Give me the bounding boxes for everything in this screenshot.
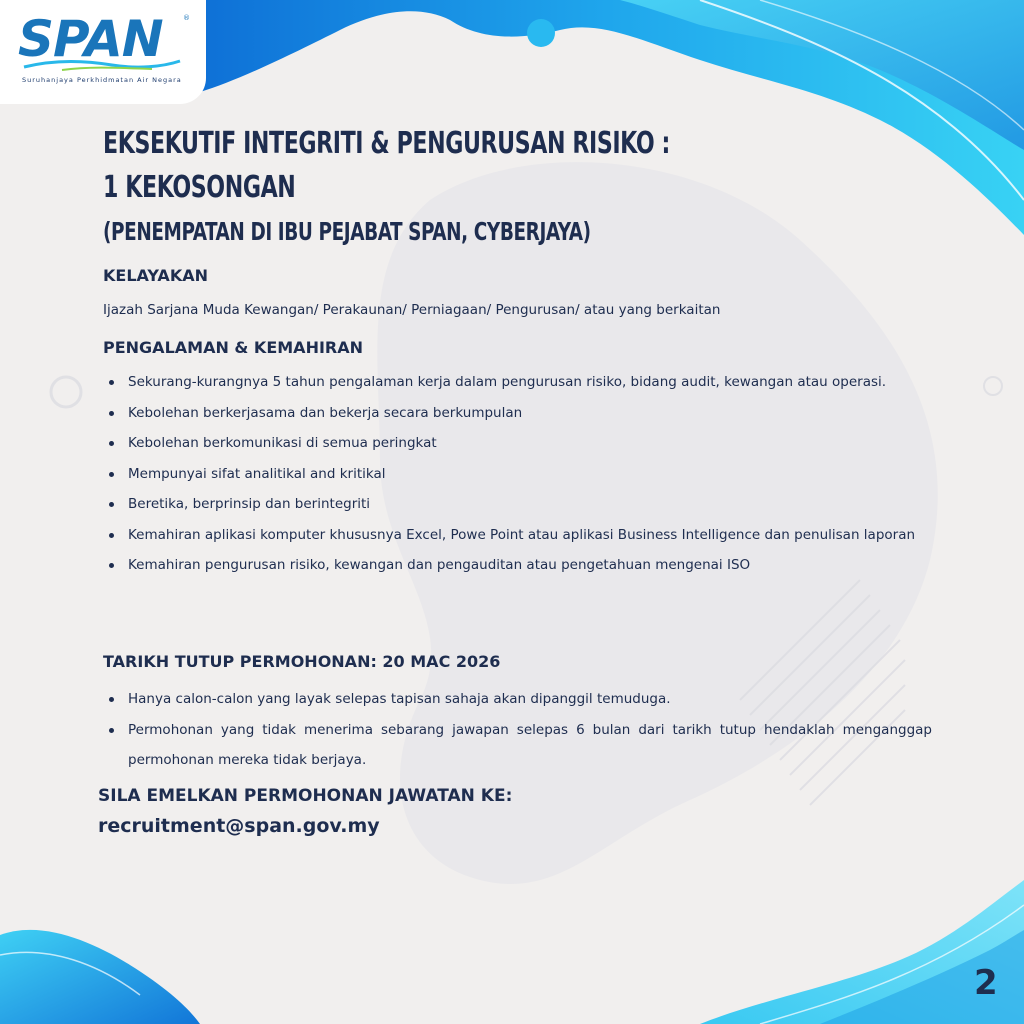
recruitment-email-link[interactable]: recruitment@span.gov.my [98,815,380,837]
list-item: Beretika, berprinsip dan berintegriti [103,489,932,520]
experience-heading: PENGALAMAN & KEMAHIRAN [103,338,363,357]
qualification-text: Ijazah Sarjana Muda Kewangan/ Perakaunan/ Perniagaan/ Pengurusan/ atau yang berkaitan [103,302,721,318]
logo-tagline: Suruhanjaya Perkhidmatan Air Negara [22,76,182,84]
list-item: Kemahiran aplikasi komputer khususnya Excel, Powe Point atau aplikasi Business Intelligence dan penulisan laporan [103,520,932,551]
list-item: Sekurang-kurangnya 5 tahun pengalaman kerja dalam pengurusan risiko, bidang audit, kewangan atau operasi. [103,367,932,398]
bottom-left-wave [0,930,200,1024]
list-item: Mempunyai sifat analitikal and kritikal [103,459,932,490]
list-item: Hanya calon-calon yang layak selepas tapisan sahaja akan dipanggil temuduga. [103,684,932,715]
list-item: Kebolehan berkerjasama dan bekerja secara berkumpulan [103,398,932,429]
apply-heading: SILA EMELKAN PERMOHONAN JAWATAN KE: [98,786,513,806]
qualification-heading: KELAYAKAN [103,266,208,285]
outline-circle-right [984,377,1002,395]
page-title [103,122,794,254]
closing-notes-list [103,684,932,776]
logo-wordmark: SPAN [18,10,163,68]
logo-card [0,0,206,104]
title-line-location: (PENEMPATAN DI IBU PEJABAT SPAN, CYBERJAYA) [103,217,591,246]
list-item: Kemahiran pengurusan risiko, kewangan dan pengauditan atau pengetahuan mengenai ISO [103,550,932,581]
outline-circle-left [51,377,81,407]
list-item: Permohonan yang tidak menerima sebarang jawapan selepas 6 bulan dari tarikh tutup hendaklah menganggap permohonan mereka tidak berjaya. [103,715,932,776]
experience-list [103,367,932,581]
closing-date-heading: TARIKH TUTUP PERMOHONAN: 20 MAC 2026 [103,652,501,671]
list-item: Kebolehan berkomunikasi di semua peringkat [103,428,932,459]
water-wave-icon [22,58,182,72]
logo-registered-mark: ® [183,14,190,22]
page-number: 2 [974,963,998,1003]
title-line-position: EKSEKUTIF INTEGRITI & PENGURUSAN RISIKO : [103,126,670,161]
top-bubble [527,19,555,47]
title-line-vacancy: 1 KEKOSONGAN [103,170,296,205]
